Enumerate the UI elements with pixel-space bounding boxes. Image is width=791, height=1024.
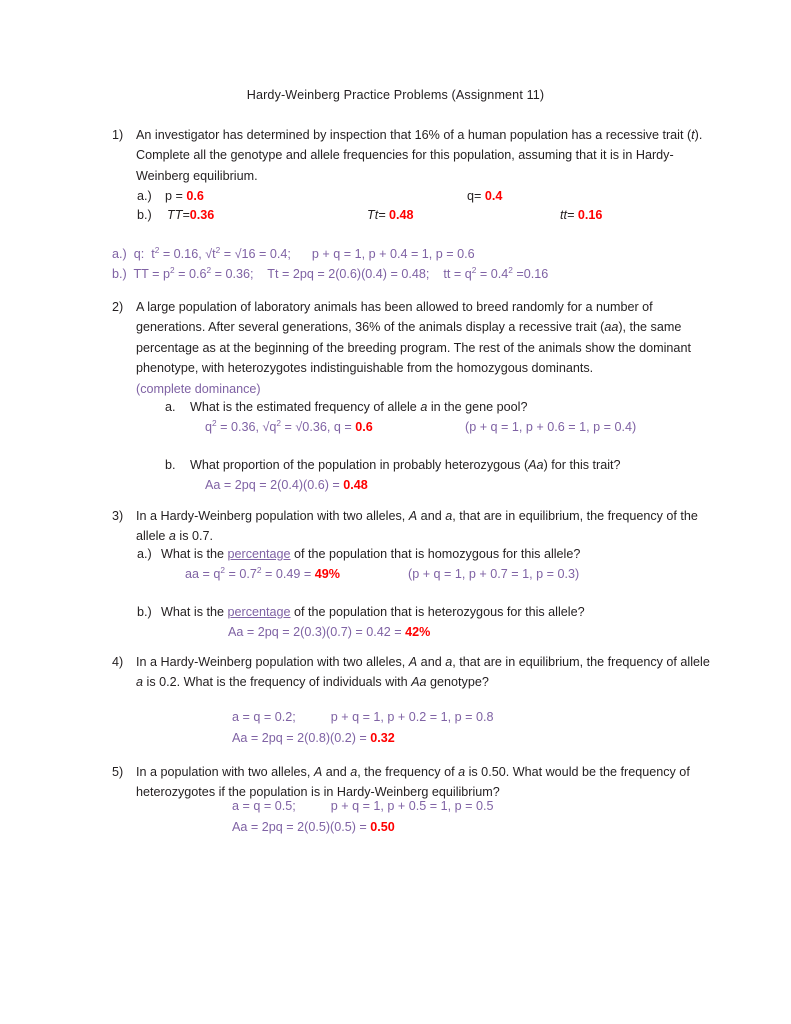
q3-prompt-part1: In a Hardy-Weinberg population with two alleles, <box>136 509 409 523</box>
question-3-sub-b-marker: b.) <box>137 605 152 619</box>
question-2-sub-b-text <box>190 455 705 475</box>
q3-prompt-part2: and <box>417 509 446 523</box>
q5-sol2-answer: 0.50 <box>370 820 395 834</box>
question-3-number: 3) <box>112 509 124 523</box>
question-1-answer-b-tt <box>560 205 602 225</box>
q3a-sol-mid: = 0.7 <box>225 567 257 581</box>
q3a-sol-post: = 0.49 = <box>261 567 315 581</box>
question-2-note: (complete dominance) <box>136 381 261 396</box>
question-2-sub-b-solution <box>205 476 368 496</box>
question-2 <box>112 297 712 399</box>
q1-sol-b-post: = 0.36; <box>211 267 254 281</box>
q2b-text-italic: Aa <box>528 458 544 472</box>
q1-sol-a-post: = √16 = 0.4; <box>220 247 291 261</box>
q3a-text-pre: What is the <box>161 547 228 561</box>
q3b-text-post: of the population that is heterozygous for this allele? <box>290 605 585 619</box>
question-5-solution-line-2 <box>232 818 395 838</box>
question-4 <box>112 652 712 693</box>
q2b-text-post: ) for this trait? <box>543 458 621 472</box>
q2a-text-italic: a <box>420 400 428 414</box>
q1-sol-b-sup1: 2 <box>170 264 175 275</box>
page-title: Hardy-Weinberg Practice Problems (Assignment 11) <box>246 88 545 102</box>
q3b-sol-answer: 42% <box>405 625 431 639</box>
q5-prompt-italic3: a <box>458 765 466 779</box>
question-1-answer-a-q <box>467 186 502 206</box>
question-2-sub-a-solution <box>205 418 373 438</box>
q1-sol-b-marker: b.) <box>112 267 127 281</box>
q1-sol-b-tail2-pre: tt = q <box>443 267 472 281</box>
q2a-sol-pre: q <box>205 420 213 434</box>
question-4-solution-line-2 <box>232 729 395 749</box>
q3b-text-pre: What is the <box>161 605 228 619</box>
q4-prompt-italic3: a <box>136 675 144 690</box>
question-3-sub-a-solution <box>185 565 340 585</box>
q1-TT-label: TT= <box>167 208 190 222</box>
q2a-sol-mid: = 0.36, √q <box>216 420 277 434</box>
question-2-sub-a-aside: (p + q = 1, p + 0.6 = 1, p = 0.4) <box>465 420 637 434</box>
q4-prompt-part4: is 0.2. What is the frequency of individuals with <box>143 675 412 690</box>
q1-sol-a-pre: q: t <box>133 247 155 261</box>
q1-sol-b-mid: = 0.6 <box>174 267 207 281</box>
q3b-sol-pre: Aa = 2pq = 2(0.3)(0.7) = 0.42 = <box>228 625 406 639</box>
question-3-sub-a <box>137 544 717 564</box>
q1-sol-b-tail2-mid: = 0.4 <box>476 267 509 281</box>
q3a-sol-answer: 49% <box>314 567 340 581</box>
question-2-sub-a <box>165 397 705 417</box>
q1-sol-b-sup3: 2 <box>471 264 477 275</box>
question-1-solution-b <box>112 265 548 285</box>
q4-prompt-italic1: A <box>408 655 418 669</box>
q1-p-label: p = <box>165 189 187 203</box>
q3-prompt-italic3: a <box>168 529 176 544</box>
q1-sol-a-mid: = 0.16, √t <box>159 247 216 261</box>
question-4-number: 4) <box>112 655 124 669</box>
q3b-text-underline: percentage <box>227 605 291 619</box>
question-1-answer-a-p <box>165 186 204 206</box>
q3-prompt-part4: is 0.7. <box>175 529 214 544</box>
q3-prompt-part3: , that are in equilibrium, the frequency of the allele <box>136 509 698 544</box>
q4-sol2-pre: Aa = 2pq = 2(0.8)(0.2) = <box>232 731 371 745</box>
q3a-sol-sup2: 2 <box>256 564 262 575</box>
q1-sol-a-sup2: 2 <box>215 244 221 255</box>
q1-p-value: 0.6 <box>186 189 204 203</box>
question-1-prompt-part1: An investigator has determined by inspection that 16% of a human population has a recessive trait ( <box>136 128 692 142</box>
question-3-sub-b <box>137 602 717 622</box>
q5-prompt-part3: , the frequency of <box>357 765 459 779</box>
q2a-text-pre: What is the estimated frequency of allele <box>190 400 421 414</box>
q2b-text-pre: What proportion of the population in probably heterozygous ( <box>190 458 529 472</box>
q4-sol2-answer: 0.32 <box>370 731 395 745</box>
q2a-sol-post: = √0.36, q = <box>281 420 356 434</box>
q1-sol-a-sup1: 2 <box>154 244 160 255</box>
question-3-prompt <box>136 506 712 547</box>
question-1-answer-row-a-marker <box>137 186 152 206</box>
question-1 <box>112 125 712 186</box>
q3a-text-underline: percentage <box>227 547 291 561</box>
question-3-sub-b-text <box>161 602 717 622</box>
q1-tt-label: tt= <box>560 208 578 222</box>
q5-prompt-part4: is 0.50. What would be the frequency of heterozygotes if the population is in Hardy-Weinberg equilibrium? <box>136 765 690 800</box>
q5-sol2-pre: Aa = 2pq = 2(0.5)(0.5) = <box>232 820 371 834</box>
q5-prompt-part2: and <box>322 765 351 779</box>
q1-sol-a-marker: a.) <box>112 247 127 261</box>
question-2-prompt-italic: aa <box>604 320 619 335</box>
q1-q-value: 0.4 <box>484 189 503 203</box>
q4-prompt-italic2: a <box>445 655 453 669</box>
q1-sol-b-tail2-post: =0.16 <box>512 267 549 281</box>
q1-sol-b-tail: Tt = 2pq = 2(0.6)(0.4) = 0.48; <box>267 267 430 281</box>
q5-prompt-italic2: a <box>350 765 358 779</box>
q1-q-label: q= <box>467 189 485 203</box>
question-4-solution-line-1: a = q = 0.2; p + q = 1, p + 0.2 = 1, p = 0.8 <box>232 710 494 724</box>
q2a-text-post: in the gene pool? <box>427 400 528 414</box>
question-2-sub-b-marker: b. <box>165 458 176 472</box>
q2a-sol-sup2: 2 <box>276 417 282 428</box>
question-3-sub-a-marker: a.) <box>137 547 152 561</box>
question-1-prompt <box>136 125 712 186</box>
question-2-prompt-part1: A large population of laboratory animals has been allowed to breed randomly for a number of generations. After several generations, 36% of the animals display a recessive trait ( <box>136 300 653 335</box>
q1-row-b-marker: b.) <box>137 208 152 222</box>
q1-sol-b-sup4: 2 <box>508 264 513 275</box>
q2a-sol-sup1: 2 <box>212 417 217 428</box>
question-5-solution-line-1: a = q = 0.5; p + q = 1, p + 0.5 = 1, p = 0.5 <box>232 799 494 813</box>
q4-prompt-part5: genotype? <box>426 675 489 690</box>
q1-Tt-value: 0.48 <box>389 208 414 222</box>
q2a-sol-answer: 0.6 <box>355 420 373 434</box>
q4-prompt-part3: , that are in equilibrium, the frequency of allele <box>452 655 710 669</box>
question-3-sub-a-text <box>161 544 717 564</box>
q1-sol-a-tail: p + q = 1, p + 0.4 = 1, p = 0.6 <box>311 247 475 261</box>
question-3 <box>112 506 712 547</box>
q1-sol-b-pre: TT = p <box>133 267 170 281</box>
q4-prompt-italic4: Aa <box>411 675 427 690</box>
question-2-number: 2) <box>112 300 124 314</box>
question-1-answer-b-Tt <box>367 205 414 225</box>
question-3-sub-a-aside: (p + q = 1, p + 0.7 = 1, p = 0.3) <box>408 567 580 581</box>
q2b-sol-pre: Aa = 2pq = 2(0.4)(0.6) = <box>205 478 344 492</box>
question-2-sub-a-marker: a. <box>165 400 176 414</box>
q3-prompt-italic2: a <box>445 509 453 523</box>
q3a-text-post: of the population that is homozygous for this allele? <box>290 547 581 561</box>
question-3-sub-b-solution <box>228 623 430 643</box>
question-1-answer-row-b-marker <box>137 205 152 225</box>
question-5-number: 5) <box>112 765 124 779</box>
question-2-sub-b <box>165 455 705 475</box>
q4-prompt-part1: In a Hardy-Weinberg population with two alleles, <box>136 655 409 669</box>
question-4-prompt <box>136 652 712 693</box>
q4-prompt-part2: and <box>417 655 446 669</box>
question-1-solution-a <box>112 245 475 265</box>
question-2-prompt-part2: ), the same percentage as at the beginning of the breeding program. The rest of the animals show the dominant phenotype, with heterozygotes indistinguishable from the homozygous dominants. <box>136 320 691 376</box>
question-1-prompt-italic: t <box>691 128 695 142</box>
q1-tt-value: 0.16 <box>577 208 603 222</box>
question-2-sub-a-text <box>190 397 705 417</box>
question-1-answer-b-TT <box>167 205 214 225</box>
question-1-prompt-part2: ). Complete all the genotype and allele frequencies for this population, assuming that it is in Hardy-Weinberg equilibrium. <box>136 128 703 183</box>
q1-Tt-label: Tt= <box>367 208 390 222</box>
q1-sol-b-sup2: 2 <box>206 264 212 275</box>
q3a-sol-sup1: 2 <box>220 564 225 575</box>
q1-TT-value: 0.36 <box>189 208 215 222</box>
question-1-number: 1) <box>112 128 124 142</box>
q3-prompt-italic1: A <box>408 509 418 523</box>
q5-prompt-italic1: A <box>313 765 323 779</box>
q2b-sol-answer: 0.48 <box>343 478 368 492</box>
q1-row-a-marker: a.) <box>137 189 152 203</box>
question-2-prompt <box>136 297 712 399</box>
q3a-sol-pre: aa = q <box>185 567 221 581</box>
q5-prompt-part1: In a population with two alleles, <box>136 765 314 779</box>
